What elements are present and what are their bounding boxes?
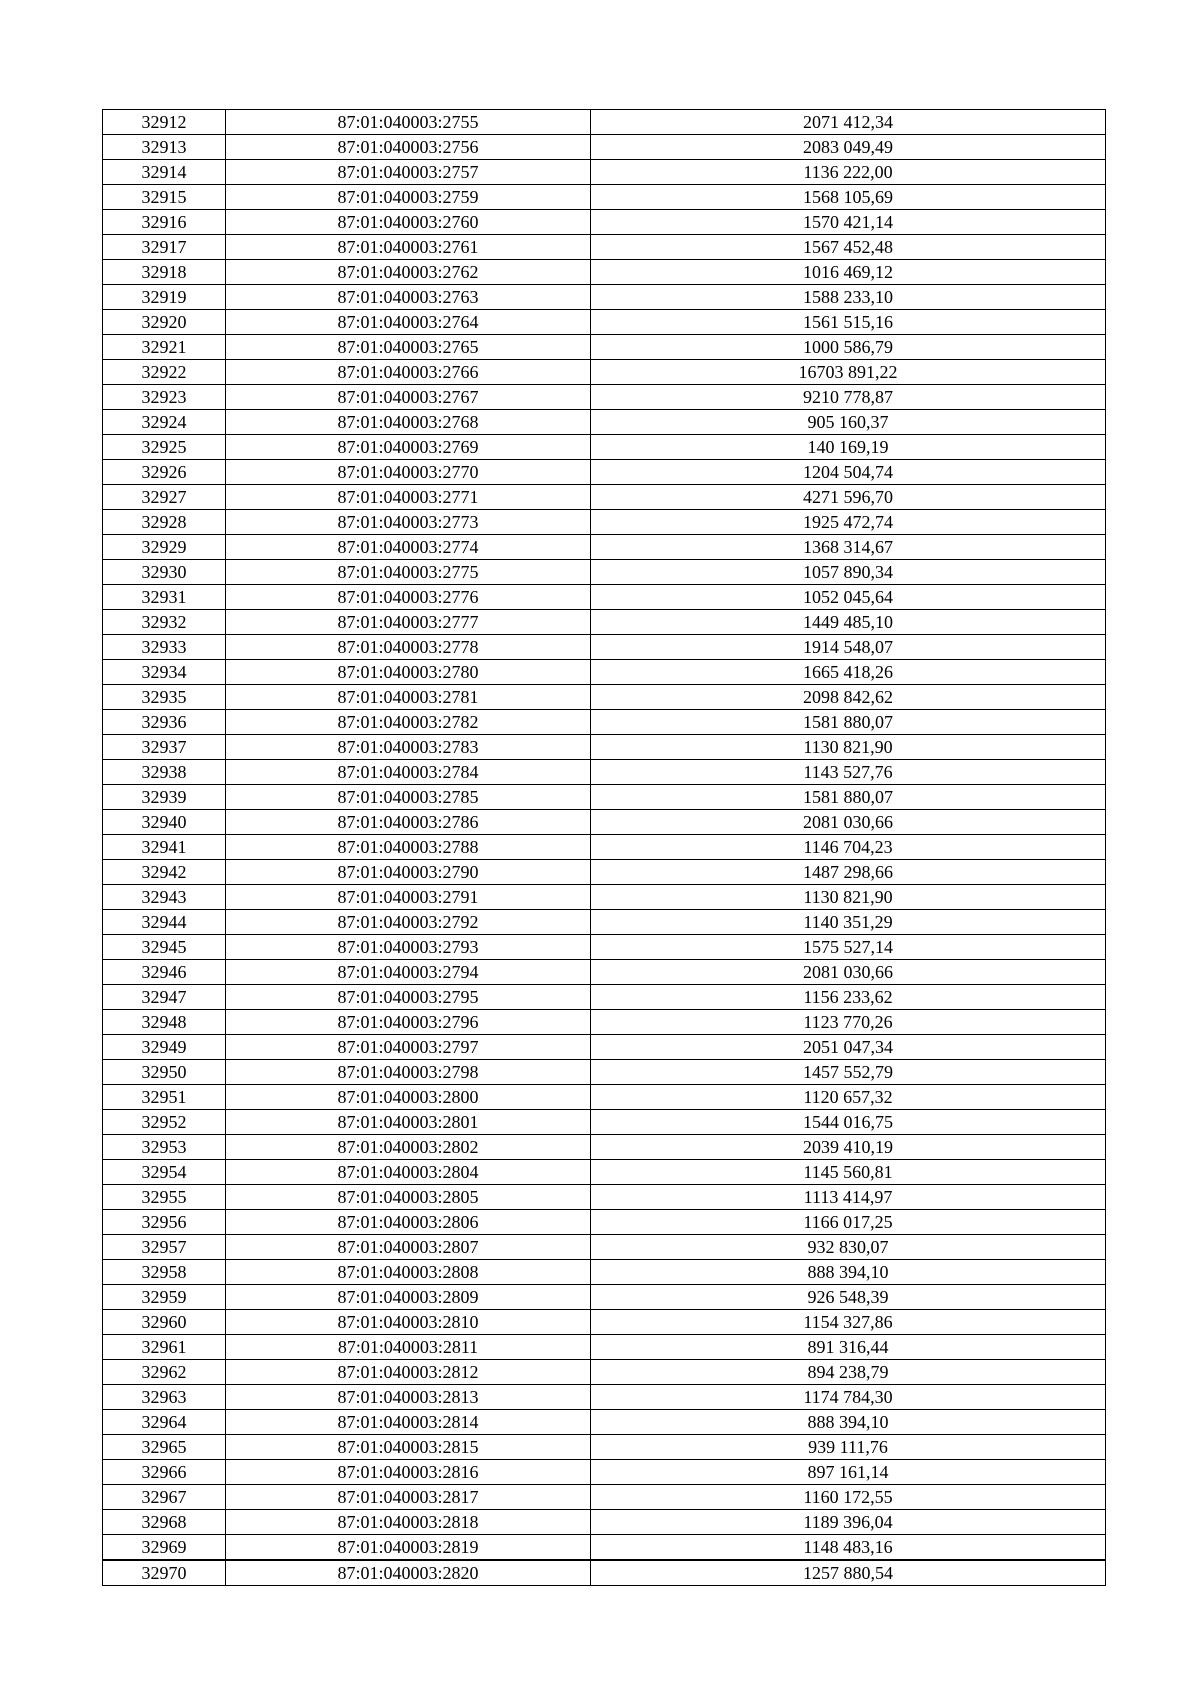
value-cell: 1568 105,69: [591, 185, 1106, 210]
cadastral-number-cell: 87:01:040003:2810: [226, 1310, 591, 1335]
table-row: [103, 410, 1106, 435]
value-cell: 1140 351,29: [591, 910, 1106, 935]
cadastral-number-cell: 87:01:040003:2811: [226, 1335, 591, 1360]
value-cell: 2098 842,62: [591, 685, 1106, 710]
value-cell: 1575 527,14: [591, 935, 1106, 960]
row-number-cell: 32962: [103, 1360, 226, 1385]
row-number-cell: 32920: [103, 310, 226, 335]
table-row: [103, 735, 1106, 760]
table-row: [103, 1310, 1106, 1335]
row-number-cell: 32964: [103, 1410, 226, 1435]
value-cell: 16703 891,22: [591, 360, 1106, 385]
cadastral-number-cell: 87:01:040003:2802: [226, 1135, 591, 1160]
cadastral-number-cell: 87:01:040003:2756: [226, 135, 591, 160]
value-cell: 1120 657,32: [591, 1085, 1106, 1110]
value-cell: 1665 418,26: [591, 660, 1106, 685]
value-cell: 905 160,37: [591, 410, 1106, 435]
row-number-cell: 32970: [103, 1560, 226, 1586]
table-row: [103, 235, 1106, 260]
row-number-cell: 32927: [103, 485, 226, 510]
value-cell: 1570 421,14: [591, 210, 1106, 235]
cadastral-number-cell: 87:01:040003:2785: [226, 785, 591, 810]
value-cell: 891 316,44: [591, 1335, 1106, 1360]
value-cell: 1123 770,26: [591, 1010, 1106, 1035]
value-cell: 926 548,39: [591, 1285, 1106, 1310]
row-number-cell: 32957: [103, 1235, 226, 1260]
row-number-cell: 32955: [103, 1185, 226, 1210]
table-row: [103, 435, 1106, 460]
row-number-cell: 32940: [103, 810, 226, 835]
value-cell: 897 161,14: [591, 1460, 1106, 1485]
row-number-cell: 32921: [103, 335, 226, 360]
table-row: [103, 360, 1106, 385]
row-number-cell: 32938: [103, 760, 226, 785]
value-cell: 1143 527,76: [591, 760, 1106, 785]
cadastral-number-cell: 87:01:040003:2770: [226, 460, 591, 485]
row-number-cell: 32947: [103, 985, 226, 1010]
row-number-cell: 32953: [103, 1135, 226, 1160]
cadastral-number-cell: 87:01:040003:2781: [226, 685, 591, 710]
value-cell: 9210 778,87: [591, 385, 1106, 410]
table-row: [103, 1460, 1106, 1485]
table-row: [103, 585, 1106, 610]
cadastral-value-table: [102, 109, 1106, 1586]
value-cell: 4271 596,70: [591, 485, 1106, 510]
row-number-cell: 32925: [103, 435, 226, 460]
cadastral-number-cell: 87:01:040003:2817: [226, 1485, 591, 1510]
table-row: [103, 1485, 1106, 1510]
cadastral-number-cell: 87:01:040003:2815: [226, 1435, 591, 1460]
value-cell: 1561 515,16: [591, 310, 1106, 335]
value-cell: 1145 560,81: [591, 1160, 1106, 1185]
cadastral-number-cell: 87:01:040003:2761: [226, 235, 591, 260]
table-row: [103, 785, 1106, 810]
cadastral-number-cell: 87:01:040003:2791: [226, 885, 591, 910]
cadastral-number-cell: 87:01:040003:2793: [226, 935, 591, 960]
value-cell: 1166 017,25: [591, 1210, 1106, 1235]
cadastral-number-cell: 87:01:040003:2796: [226, 1010, 591, 1035]
value-cell: 1057 890,34: [591, 560, 1106, 585]
value-cell: 1148 483,16: [591, 1535, 1106, 1561]
row-number-cell: 32949: [103, 1035, 226, 1060]
table-body: [103, 110, 1106, 1586]
row-number-cell: 32937: [103, 735, 226, 760]
value-cell: 894 238,79: [591, 1360, 1106, 1385]
value-cell: 1204 504,74: [591, 460, 1106, 485]
table-row: [103, 860, 1106, 885]
row-number-cell: 32939: [103, 785, 226, 810]
row-number-cell: 32952: [103, 1110, 226, 1135]
table-row: [103, 260, 1106, 285]
value-cell: 1154 327,86: [591, 1310, 1106, 1335]
cadastral-number-cell: 87:01:040003:2816: [226, 1460, 591, 1485]
table-row: [103, 1285, 1106, 1310]
table-row: [103, 160, 1106, 185]
value-cell: 1914 548,07: [591, 635, 1106, 660]
table-row: [103, 1435, 1106, 1460]
value-cell: 140 169,19: [591, 435, 1106, 460]
table-row: [103, 210, 1106, 235]
cadastral-number-cell: 87:01:040003:2767: [226, 385, 591, 410]
cadastral-number-cell: 87:01:040003:2805: [226, 1185, 591, 1210]
value-cell: 2051 047,34: [591, 1035, 1106, 1060]
table-row: [103, 385, 1106, 410]
cadastral-number-cell: 87:01:040003:2790: [226, 860, 591, 885]
cadastral-number-cell: 87:01:040003:2806: [226, 1210, 591, 1235]
value-cell: 939 111,76: [591, 1435, 1106, 1460]
table-row: [103, 1335, 1106, 1360]
row-number-cell: 32942: [103, 860, 226, 885]
table-row: [103, 910, 1106, 935]
cadastral-number-cell: 87:01:040003:2773: [226, 510, 591, 535]
row-number-cell: 32941: [103, 835, 226, 860]
value-cell: 2071 412,34: [591, 110, 1106, 135]
row-number-cell: 32929: [103, 535, 226, 560]
table-row: [103, 1135, 1106, 1160]
cadastral-number-cell: 87:01:040003:2788: [226, 835, 591, 860]
table-row: [103, 1535, 1106, 1561]
cadastral-number-cell: 87:01:040003:2778: [226, 635, 591, 660]
value-cell: 1113 414,97: [591, 1185, 1106, 1210]
row-number-cell: 32930: [103, 560, 226, 585]
row-number-cell: 32922: [103, 360, 226, 385]
cadastral-number-cell: 87:01:040003:2760: [226, 210, 591, 235]
cadastral-number-cell: 87:01:040003:2820: [226, 1560, 591, 1586]
table-row: [103, 985, 1106, 1010]
table-row: [103, 835, 1106, 860]
row-number-cell: 32912: [103, 110, 226, 135]
table-row: [103, 1110, 1106, 1135]
table-row: [103, 685, 1106, 710]
cadastral-number-cell: 87:01:040003:2809: [226, 1285, 591, 1310]
value-cell: 1581 880,07: [591, 785, 1106, 810]
row-number-cell: 32961: [103, 1335, 226, 1360]
cadastral-number-cell: 87:01:040003:2818: [226, 1510, 591, 1535]
row-number-cell: 32934: [103, 660, 226, 685]
table-row: [103, 1010, 1106, 1035]
cadastral-number-cell: 87:01:040003:2795: [226, 985, 591, 1010]
row-number-cell: 32924: [103, 410, 226, 435]
value-cell: 1567 452,48: [591, 235, 1106, 260]
row-number-cell: 32954: [103, 1160, 226, 1185]
value-cell: 1130 821,90: [591, 885, 1106, 910]
cadastral-number-cell: 87:01:040003:2784: [226, 760, 591, 785]
value-cell: 2039 410,19: [591, 1135, 1106, 1160]
cadastral-number-cell: 87:01:040003:2775: [226, 560, 591, 585]
row-number-cell: 32950: [103, 1060, 226, 1085]
row-number-cell: 32951: [103, 1085, 226, 1110]
table-row: [103, 810, 1106, 835]
row-number-cell: 32965: [103, 1435, 226, 1460]
table-row: [103, 535, 1106, 560]
row-number-cell: 32932: [103, 610, 226, 635]
cadastral-number-cell: 87:01:040003:2755: [226, 110, 591, 135]
value-cell: 1174 784,30: [591, 1385, 1106, 1410]
table-row: [103, 510, 1106, 535]
table-row: [103, 1385, 1106, 1410]
table-row: [103, 335, 1106, 360]
cadastral-number-cell: 87:01:040003:2792: [226, 910, 591, 935]
value-cell: 2081 030,66: [591, 960, 1106, 985]
table-row: [103, 885, 1106, 910]
value-cell: 888 394,10: [591, 1260, 1106, 1285]
table-row: [103, 960, 1106, 985]
cadastral-number-cell: 87:01:040003:2771: [226, 485, 591, 510]
cadastral-number-cell: 87:01:040003:2783: [226, 735, 591, 760]
row-number-cell: 32966: [103, 1460, 226, 1485]
row-number-cell: 32967: [103, 1485, 226, 1510]
row-number-cell: 32919: [103, 285, 226, 310]
cadastral-number-cell: 87:01:040003:2813: [226, 1385, 591, 1410]
cadastral-number-cell: 87:01:040003:2757: [226, 160, 591, 185]
value-cell: 1257 880,54: [591, 1560, 1106, 1586]
value-cell: 1457 552,79: [591, 1060, 1106, 1085]
row-number-cell: 32946: [103, 960, 226, 985]
table-row: [103, 185, 1106, 210]
value-cell: 1052 045,64: [591, 585, 1106, 610]
cadastral-number-cell: 87:01:040003:2762: [226, 260, 591, 285]
value-cell: 1189 396,04: [591, 1510, 1106, 1535]
row-number-cell: 32928: [103, 510, 226, 535]
table-row: [103, 1560, 1106, 1586]
table-row: [103, 710, 1106, 735]
table-row: [103, 1160, 1106, 1185]
row-number-cell: 32945: [103, 935, 226, 960]
cadastral-number-cell: 87:01:040003:2801: [226, 1110, 591, 1135]
value-cell: 1130 821,90: [591, 735, 1106, 760]
row-number-cell: 32956: [103, 1210, 226, 1235]
row-number-cell: 32914: [103, 160, 226, 185]
table-row: [103, 660, 1106, 685]
cadastral-number-cell: 87:01:040003:2782: [226, 710, 591, 735]
cadastral-number-cell: 87:01:040003:2766: [226, 360, 591, 385]
cadastral-number-cell: 87:01:040003:2812: [226, 1360, 591, 1385]
value-cell: 2083 049,49: [591, 135, 1106, 160]
value-cell: 1156 233,62: [591, 985, 1106, 1010]
row-number-cell: 32944: [103, 910, 226, 935]
cadastral-number-cell: 87:01:040003:2768: [226, 410, 591, 435]
table-row: [103, 285, 1106, 310]
cadastral-number-cell: 87:01:040003:2769: [226, 435, 591, 460]
table-row: [103, 760, 1106, 785]
table-row: [103, 1235, 1106, 1260]
row-number-cell: 32915: [103, 185, 226, 210]
cadastral-number-cell: 87:01:040003:2819: [226, 1535, 591, 1561]
value-cell: 1160 172,55: [591, 1485, 1106, 1510]
row-number-cell: 32958: [103, 1260, 226, 1285]
row-number-cell: 32959: [103, 1285, 226, 1310]
table-row: [103, 1260, 1106, 1285]
cadastral-number-cell: 87:01:040003:2798: [226, 1060, 591, 1085]
table-row: [103, 1060, 1106, 1085]
row-number-cell: 32933: [103, 635, 226, 660]
table-row: [103, 310, 1106, 335]
table-row: [103, 635, 1106, 660]
cadastral-number-cell: 87:01:040003:2763: [226, 285, 591, 310]
table-row: [103, 135, 1106, 160]
table-row: [103, 1410, 1106, 1435]
table-row: [103, 1185, 1106, 1210]
row-number-cell: 32943: [103, 885, 226, 910]
table-row: [103, 560, 1106, 585]
value-cell: 1588 233,10: [591, 285, 1106, 310]
row-number-cell: 32923: [103, 385, 226, 410]
cadastral-number-cell: 87:01:040003:2765: [226, 335, 591, 360]
value-cell: 1136 222,00: [591, 160, 1106, 185]
row-number-cell: 32917: [103, 235, 226, 260]
cadastral-number-cell: 87:01:040003:2780: [226, 660, 591, 685]
cadastral-number-cell: 87:01:040003:2786: [226, 810, 591, 835]
cadastral-number-cell: 87:01:040003:2777: [226, 610, 591, 635]
value-cell: 2081 030,66: [591, 810, 1106, 835]
table-row: [103, 110, 1106, 135]
value-cell: 932 830,07: [591, 1235, 1106, 1260]
row-number-cell: 32960: [103, 1310, 226, 1335]
table-row: [103, 485, 1106, 510]
table-row: [103, 935, 1106, 960]
value-cell: 888 394,10: [591, 1410, 1106, 1435]
cadastral-number-cell: 87:01:040003:2774: [226, 535, 591, 560]
cadastral-number-cell: 87:01:040003:2800: [226, 1085, 591, 1110]
cadastral-number-cell: 87:01:040003:2764: [226, 310, 591, 335]
row-number-cell: 32963: [103, 1385, 226, 1410]
row-number-cell: 32935: [103, 685, 226, 710]
value-cell: 1368 314,67: [591, 535, 1106, 560]
table-row: [103, 1085, 1106, 1110]
row-number-cell: 32969: [103, 1535, 226, 1561]
table-row: [103, 610, 1106, 635]
row-number-cell: 32968: [103, 1510, 226, 1535]
row-number-cell: 32913: [103, 135, 226, 160]
value-cell: 1016 469,12: [591, 260, 1106, 285]
cadastral-number-cell: 87:01:040003:2797: [226, 1035, 591, 1060]
row-number-cell: 32926: [103, 460, 226, 485]
value-cell: 1449 485,10: [591, 610, 1106, 635]
cadastral-number-cell: 87:01:040003:2776: [226, 585, 591, 610]
table-row: [103, 1210, 1106, 1235]
value-cell: 1487 298,66: [591, 860, 1106, 885]
value-cell: 1581 880,07: [591, 710, 1106, 735]
value-cell: 1146 704,23: [591, 835, 1106, 860]
table-row: [103, 1035, 1106, 1060]
cadastral-number-cell: 87:01:040003:2804: [226, 1160, 591, 1185]
row-number-cell: 32948: [103, 1010, 226, 1035]
row-number-cell: 32931: [103, 585, 226, 610]
row-number-cell: 32916: [103, 210, 226, 235]
value-cell: 1544 016,75: [591, 1110, 1106, 1135]
cadastral-number-cell: 87:01:040003:2759: [226, 185, 591, 210]
row-number-cell: 32936: [103, 710, 226, 735]
cadastral-number-cell: 87:01:040003:2794: [226, 960, 591, 985]
table-row: [103, 1510, 1106, 1535]
row-number-cell: 32918: [103, 260, 226, 285]
table-row: [103, 1360, 1106, 1385]
cadastral-number-cell: 87:01:040003:2807: [226, 1235, 591, 1260]
cadastral-number-cell: 87:01:040003:2808: [226, 1260, 591, 1285]
value-cell: 1925 472,74: [591, 510, 1106, 535]
value-cell: 1000 586,79: [591, 335, 1106, 360]
cadastral-number-cell: 87:01:040003:2814: [226, 1410, 591, 1435]
table-row: [103, 460, 1106, 485]
